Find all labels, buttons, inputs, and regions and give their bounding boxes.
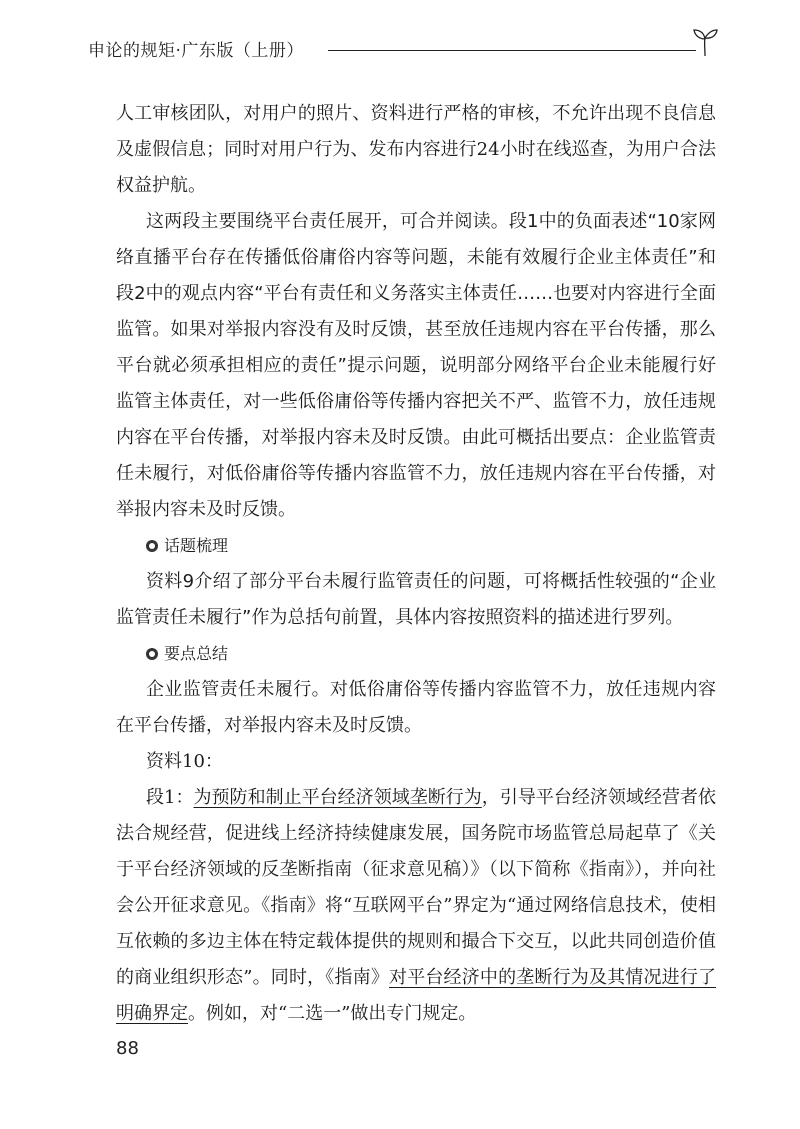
body-text: 。例如，对“二选一”做出专门规定。 xyxy=(188,1003,477,1024)
paragraph-topic: 资料9介绍了部分平台未履行监管责任的问题，可将概括性较强的“企业监管责任未履行”作为总括句前置，具体内容按照资料的描述进行罗列。 xyxy=(116,571,716,628)
header-rule xyxy=(328,50,696,51)
paragraph-material xyxy=(116,780,716,1032)
bullet-icon xyxy=(146,540,158,552)
underlined-text: 对平台经济中的垄断行为及其情况进行了明确界定 xyxy=(116,967,717,1024)
material-label: 资料10： xyxy=(146,751,223,772)
running-header xyxy=(88,26,718,66)
heading-text: 话题梳理 xyxy=(164,536,229,555)
segment-label: 段1： xyxy=(146,787,194,808)
body-text: ，引导平台经济领域经营者依法合规经营，促进线上经济持续健康发展，国务院市场监管总局起草了《关于平台经济领域的反垄断指南（征求意见稿）》（以下简称《指南》），并向社会公开征求意见。《指南》将“互联网平台”界定为“通过网络信息技术，使相互依赖的多边主体在特定载体提供的规则和撮合下交互，以此共同创造价值的商业组织形态”。同时，《指南》 xyxy=(116,787,717,988)
page-number: 88 xyxy=(116,1038,139,1059)
paragraph-continued: 人工审核团队，对用户的照片、资料进行严格的审核，不允许出现不良信息及虚假信息；同时对用户行为、发布内容进行24小时在线巡查，为用户合法权益护航。 xyxy=(116,103,716,196)
page-body xyxy=(116,96,716,1032)
paragraph-analysis: 这两段主要围绕平台责任展开，可合并阅读。段1中的负面表述“10家网络直播平台存在传播低俗庸俗内容等问题，未能有效履行企业主体责任”和段2中的观点内容“平台有责任和义务落实主体责任……也要对内容进行全面监管。如果对举报内容没有及时反馈，甚至放任违规内容在平台传播，那么平台就必须承担相应的责任”提示问题，说明部分网络平台企业未能履行好监管主体责任，对一些低俗庸俗等传播内容把关不严、监管不力，放任违规内容在平台传播，对举报内容未及时反馈。由此可概括出要点：企业监管责任未履行，对低俗庸俗等传播内容监管不力，放任违规内容在平台传播，对举报内容未及时反馈。 xyxy=(116,211,716,520)
underlined-text: 为预防和制止平台经济领域垄断行为 xyxy=(193,787,482,808)
section-heading-summary xyxy=(116,636,716,672)
heading-text: 要点总结 xyxy=(164,644,229,663)
book-title: 申论的规矩·广东版（上册） xyxy=(88,41,304,61)
paragraph-summary: 企业监管责任未履行。对低俗庸俗等传播内容监管不力，放任违规内容在平台传播，对举报内容未及时反馈。 xyxy=(116,679,716,736)
bullet-icon xyxy=(146,648,158,660)
section-heading-topic xyxy=(116,528,716,564)
sprout-icon xyxy=(692,26,718,58)
